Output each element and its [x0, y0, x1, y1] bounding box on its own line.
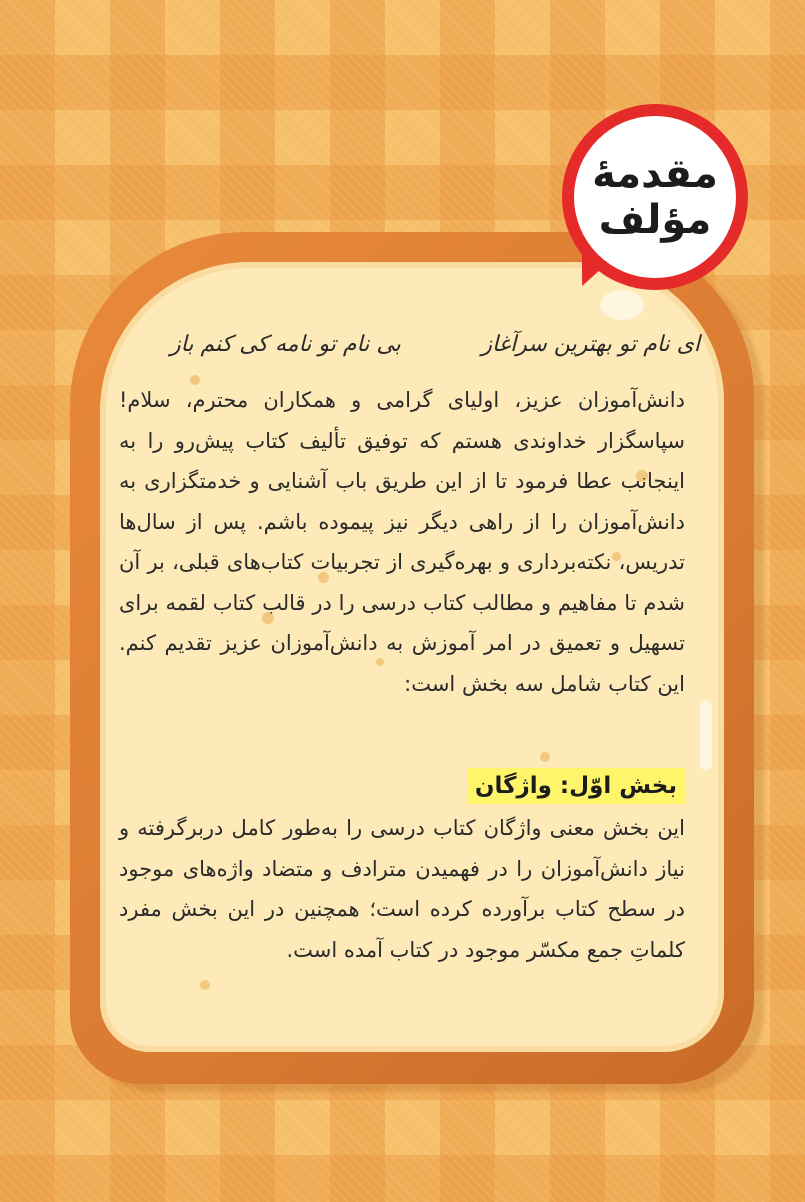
section-body: این بخش معنی واژگان کتاب درسی را به‌طور کامل دربرگرفته و نیاز دانش‌آموزان را در فهمیدن مترادف و متضاد واژه‌های موجود در سطح کتاب برآورده کرده است؛ همچنین در این بخش مفرد کلماتِ جمع مکسّر موجود در کتاب آمده است.: [119, 816, 685, 962]
bread-shine: [600, 290, 644, 320]
bread-crumb: [200, 980, 210, 990]
section-heading: بخش اوّل: واژگان: [467, 768, 685, 804]
bread-crumb: [540, 752, 550, 762]
poem-verse: [170, 332, 700, 372]
poem-hemistich-left: بی نام تو نامه کی کنم باز: [170, 332, 401, 357]
bread-shine: [700, 700, 712, 770]
badge-title-line1: مقدمهٔ: [592, 151, 718, 197]
title-badge: [562, 104, 748, 290]
badge-face: [574, 116, 736, 278]
badge-title-line2: مؤلف: [598, 197, 712, 243]
poem-hemistich-right: ای نام تو بهترین سرآغاز: [481, 332, 700, 357]
intro-paragraph: دانش‌آموزان عزیز، اولیای گرامی و همکاران محترم، سلام! سپاسگزار خداوندی هستم که توفیق تألیف کتاب پیش‌رو را به اینجانب عطا فرمود تا از این طریق باب آشنایی و خدمتگزاری به دانش‌آموزان را از راهی دیگر نیز پیموده باشم. پس از سال‌ها تدریس، نکته‌برداری و بهره‌گیری از تجربیات کتاب‌های قبلی، بر آن شدم تا مفاهیم و مطالب کتاب درسی را در قالب کتاب لقمه برای تسهیل و تعمیق در امر آموزش به دانش‌آموزان عزیز تقدیم کنم. این کتاب شامل سه بخش است:: [119, 388, 685, 696]
